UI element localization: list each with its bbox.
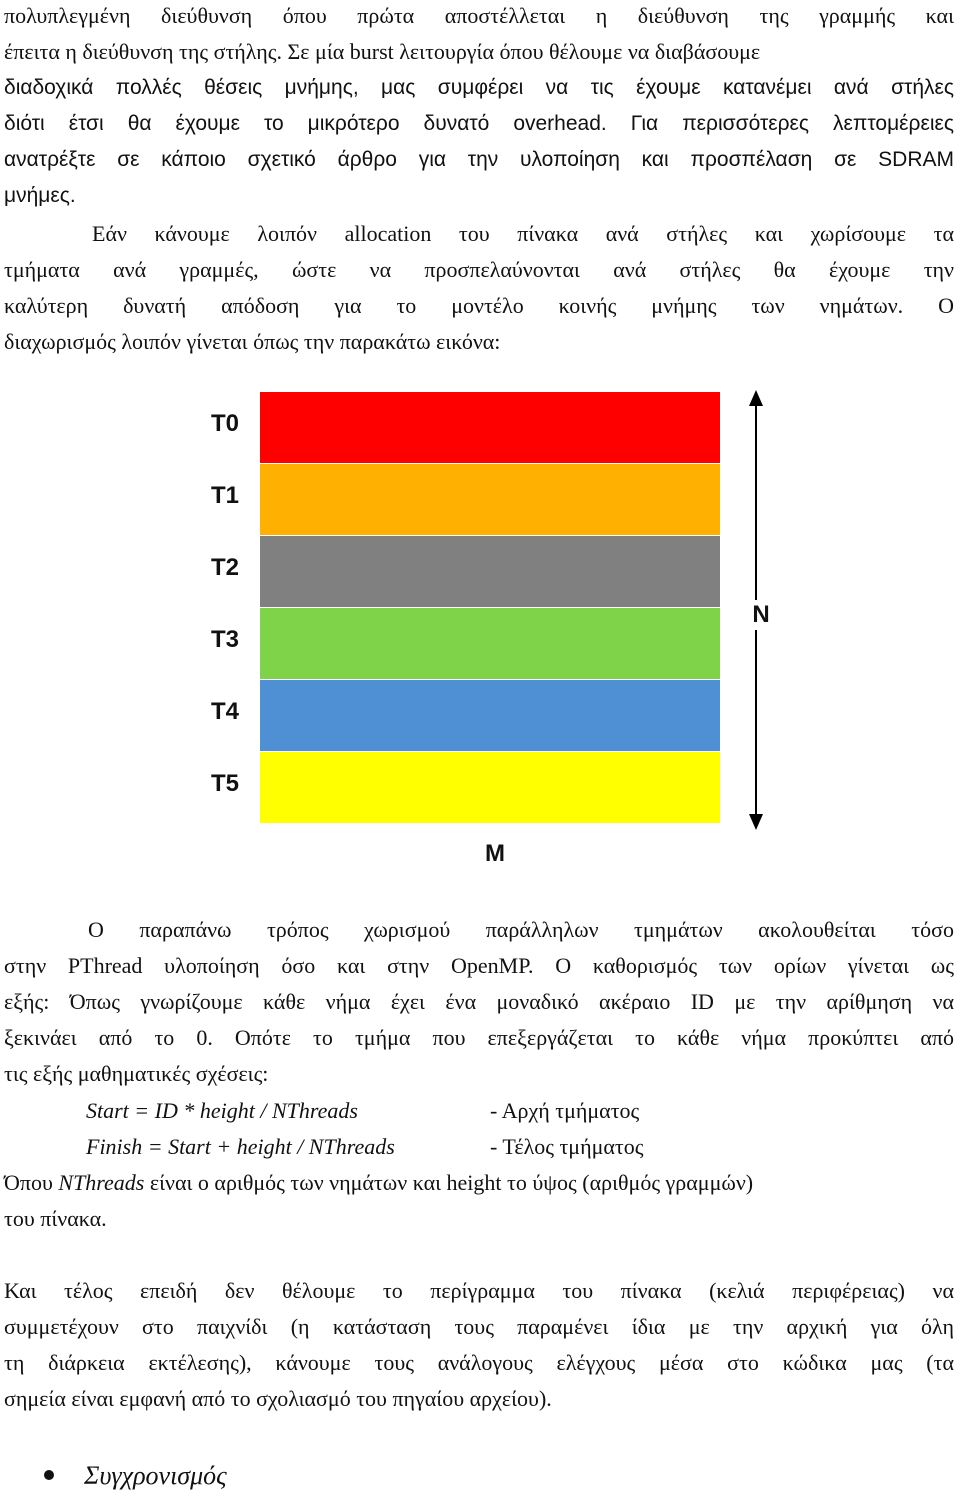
band-t3: [260, 608, 720, 679]
text-line: σημεία είναι εμφανή από το σχολιασμό του πηγαίου αρχείου).: [4, 1386, 552, 1411]
text-line: διαδοχικά πολλές θέσεις μνήμης, μας συμφέρει να τις έχουμε κατανέμει ανά στήλες: [4, 76, 954, 99]
formula-start: Start = ID * height / NThreads: [86, 1098, 358, 1123]
band-t1: [260, 464, 720, 535]
band-t5: [260, 752, 720, 823]
text-line: έπειτα η διεύθυνση της στήλης. Σε μία burst λειτουργία όπου θέλουμε να διαβάσουμε: [4, 39, 761, 64]
where-suffix: είναι ο αριθμός των νημάτων και height το ύψος (αριθμός γραμμών): [144, 1170, 754, 1195]
where-prefix: Όπου: [4, 1170, 59, 1195]
text-line: τις εξής μαθηματικές σχέσεις:: [4, 1061, 269, 1086]
text-line: στην PThread υλοποίηση όσο και στην OpenMP. Ο καθορισμός των ορίων γίνεται ως: [4, 953, 954, 978]
text-line: μνήμες.: [4, 184, 76, 207]
band-t0: [260, 392, 720, 463]
formula-finish: Finish = Start + height / NThreads: [86, 1134, 395, 1159]
text-line: τμήματα ανά γραμμές, ώστε να προσπελαύνονται ανά στήλες θα έχουμε την: [4, 257, 954, 282]
text-line: εξής: Όπως γνωρίζουμε κάθε νήμα έχει ένα μοναδικό ακέραιο ID με την αρίθμηση να: [4, 989, 954, 1014]
text-line: ανατρέξτε σε κάποιο σχετικό άρθρο για την υλοποίηση και προσπέλαση σε SDRAM: [4, 148, 954, 171]
band-t4: [260, 680, 720, 751]
thread-label: T1: [210, 482, 239, 509]
m-label: M: [485, 840, 505, 867]
n-label: N: [744, 600, 778, 630]
text-line: τη διάρκεια εκτέλεσης), κάνουμε τους ανάλογους ελέγχους μέσα στο κώδικα μας (τα: [4, 1350, 954, 1375]
band-t2: [260, 536, 720, 607]
text-line: διαχωρισμός λοιπόν γίνεται όπως την παρακάτω εικόνα:: [4, 329, 501, 354]
text-line: καλύτερη δυνατή απόδοση για το μοντέλο κοινής μνήμης των νημάτων. Ο: [4, 293, 954, 318]
text-line: ξεκινάει από το 0. Οπότε το τμήμα που επεξεργάζεται το κάθε νήμα προκύπτει από: [4, 1025, 954, 1050]
thread-label: T2: [210, 554, 239, 581]
section-heading: Συγχρονισμός: [84, 1461, 227, 1490]
text-line: Ο παραπάνω τρόπος χωρισμού παράλληλων τμημάτων ακολουθείται τόσο: [88, 917, 954, 942]
text-line: Εάν κάνουμε λοιπόν allocation του πίνακα ανά στήλες και χωρίσουμε τα: [92, 221, 954, 246]
text-line: συμμετέχουν στο παιχνίδι (η κατάσταση τους παραμένει ίδια με την αρχική για όλη: [4, 1314, 954, 1339]
bullet-icon: [44, 1470, 54, 1480]
thread-label: T0: [210, 410, 239, 437]
thread-label: T5: [210, 770, 239, 797]
formula-finish-desc: - Τέλος τμήματος: [490, 1134, 644, 1159]
text-line: διότι έτσι θα έχουμε το μικρότερο δυνατό overhead. Για περισσότερες λεπτομέρειες: [4, 112, 954, 135]
where-line: [4, 1165, 954, 1201]
text-line: πολυπλεγμένη διεύθυνση όπου πρώτα αποστέλλεται η διεύθυνση της γραμμής και: [4, 3, 954, 28]
nthreads-var: NThreads: [58, 1170, 145, 1195]
thread-label: T4: [210, 698, 239, 725]
text-line: του πίνακα.: [4, 1206, 107, 1231]
thread-label: T3: [210, 626, 239, 653]
thread-partition-diagram: [200, 390, 800, 880]
formula-start-desc: - Αρχή τμήματος: [490, 1098, 640, 1123]
text-line: Και τέλος επειδή δεν θέλουμε το περίγραμμα του πίνακα (κελιά περιφέρειας) να: [4, 1278, 954, 1303]
